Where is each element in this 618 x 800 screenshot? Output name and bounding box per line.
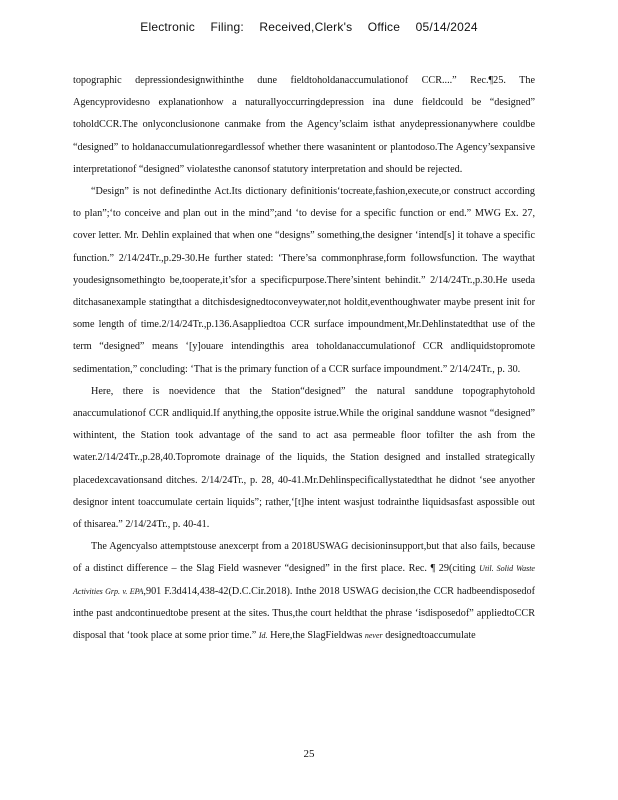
paragraph-2: “Design” is not definedinthe Act.Its dictionary definitionis‘tocreate,fashion,execute,or construct according to plan”;‘to conceive and plan out in the mind”;and ‘to devise for a specific function or end.” MWG Ex. 27, cover letter. Mr. Dehlin explained that when one “designs” something,the designer ‘intend[s] it tohave a specific function.” 2/14/24Tr.,p.29-30.He further stated: ‘There’sa commonphrase,form followsfunction. The waythat youdesignsomethingto be,tooperate,it’sfor a specificpurpose.There’sintent behindit.” 2/14/24Tr.,p.30.He useda ditchasanexample statingthat a ditchisdesignedtoconveywater,not holdit,eventhoughwater maybe present init for some length of time.2/14/24Tr.,p.136.Asappliedtoa CCR surface impoundment,Mr.Dehlinstatedthat use of the term “designed” means ‘[y]ouare intendingthis area toholdanaccumulationof CCR andliquidstopromote sedimentation,” concluding: ‘That is the primary function of a CCR surface impoundment.” 2/14/24Tr., p. 30. xyxy=(73,186,535,375)
page-number: 25 xyxy=(303,748,315,760)
paragraph-3: Here, there is noevidence that the Station“designed” the natural sanddune topographytohold anaccumulationof CCR andliquid.If anything,the opposite istrue.While the original sanddune wasnot “designed” withintent, the Station took advantage of the sand to act asa permeable floor tofilter the ash from the water.2/14/24Tr.,p.28,40.Topromote drainage of the liquids, the Station designed and installed strategically placedexcavationsand ditches. 2/14/24Tr., p. 28, 40-41.Mr.Dehlinspecificallystatedthat he didnot ‘see anyother designor intent toaccumulate certain liquids”; rather,‘[t]he intent wasjust todrainthe liquidsasfast aspossible out of thisarea.” 2/14/24Tr., p. 40-41. xyxy=(73,385,535,531)
paragraph-4-tail: designedtoaccumulate xyxy=(382,630,476,642)
document-body xyxy=(73,70,535,647)
paragraph-1: topographic depressiondesignwithinthe dune fieldtoholdanaccumulationof CCR....” Rec.¶25. The Agencyprovidesno explanationhow a naturallyoccurringdepression ina dune fieldcould be “designed” toholdCCR.The onlyconclusionone canmake from the Agency’sclaim isthat anydepressionanywhere couldbe “designed” to holdanaccumulationregardlessof whether there wasanintent or plantodoso.The Agency’sexpansive interpretationof “designed” violatesthe canonsof statutory interpretation and should be rejected. xyxy=(73,75,535,175)
filing-stamp-header: Electronic Filing: Received,Clerk's Office 05/14/2024 xyxy=(140,20,478,34)
paragraph-4-start: The Agencyalso attemptstouse anexcerpt from a 2018USWAG decisioninsupport,but that also fails, because of a distinct difference – the Slag Field wasnever “designed” in the first place. Rec. ¶ 29(citing xyxy=(73,541,535,575)
id-citation: Id. xyxy=(258,631,268,641)
case-citation: Util. Solid Waste Activities Grp. v. EPA xyxy=(73,564,535,596)
paragraph-4-end: Here,the SlagFieldwas xyxy=(267,630,365,642)
paragraph-4-mid: ,901 F.3d414,438-42(D.C.Cir.2018). Inthe 2018 USWAG decision,the CCR hadbeendisposedof inthe past andcontinuedtobe present at the sites. Thus,the court heldthat the phrase ‘isdisposedof” appliedtoCCR disposal that ‘took place at some prior time.” xyxy=(73,585,535,642)
emphasis-never: never xyxy=(364,631,383,641)
paragraph-4 xyxy=(73,536,535,647)
